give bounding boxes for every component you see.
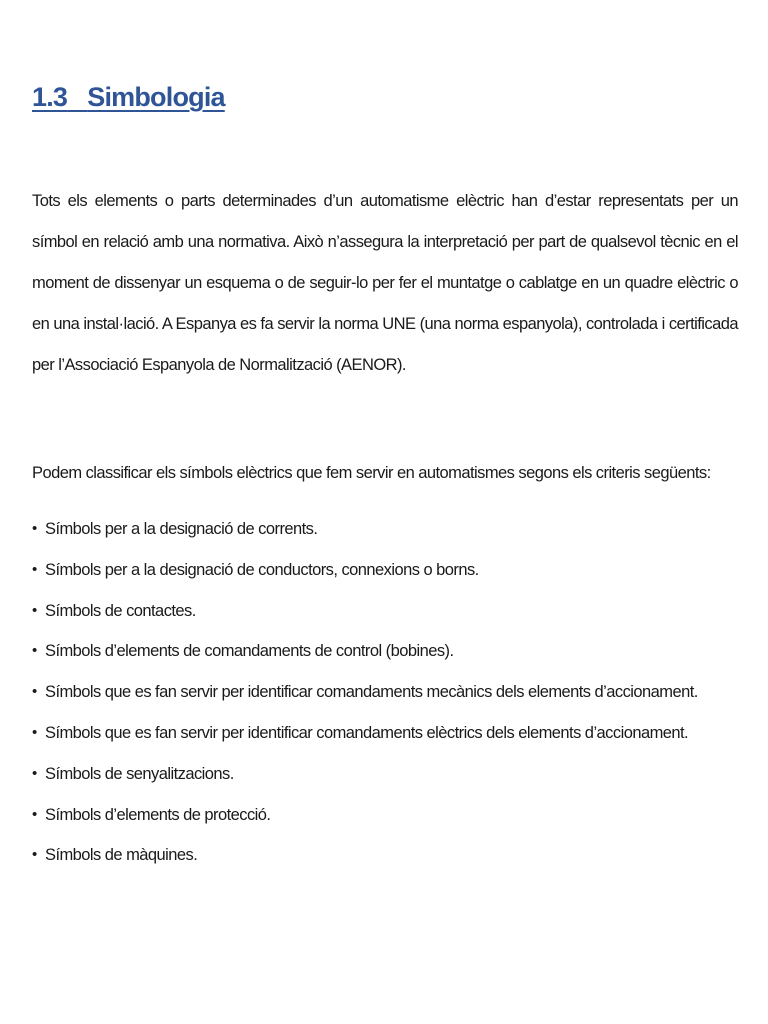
bullet-icon: •	[32, 805, 37, 823]
intro-paragraph: Tots els elements o parts determinades d’un automatisme elèctric han d’estar representats per un símbol en relació amb una normativa. Això n’assegura la interpretació per part de qualsevol tècnic en el moment de dissenyar un esquema o de seguir-lo per fer el muntatge o cablatge en un quadre elèctric o en una instal·lació. A Espanya es fa servir la norma UNE (una norma espanyola), controlada i certificada per l’Associació Espanyola de Normalització (AENOR).	[32, 192, 738, 374]
bullet-icon: •	[32, 601, 37, 619]
symbol-categories-list	[32, 509, 738, 876]
list-item	[32, 795, 738, 836]
list-item-text: Símbols de màquines.	[45, 846, 198, 865]
section-number: 1.3	[32, 82, 68, 112]
classification-intro-paragraph: Podem classificar els símbols elèctrics que fem servir en automatismes segons els criteris següents:	[32, 464, 711, 482]
list-item	[32, 631, 738, 672]
list-item-text: Símbols per a la designació de corrents.	[45, 520, 318, 538]
bullet-icon: •	[32, 846, 37, 864]
bullet-icon: •	[32, 764, 37, 782]
bullet-icon: •	[32, 560, 37, 578]
list-item-text: Símbols per a la designació de conductors, connexions o borns.	[45, 560, 479, 579]
list-item	[32, 550, 738, 591]
bullet-icon: •	[32, 642, 37, 660]
list-item	[32, 509, 738, 550]
list-item	[32, 591, 738, 632]
bullet-icon: •	[32, 520, 37, 537]
bullet-icon: •	[32, 683, 37, 701]
list-item	[32, 672, 738, 713]
section-heading	[32, 82, 225, 113]
list-item-text: Símbols que es fan servir per identificar comandaments mecànics dels elements d’accionament.	[45, 683, 698, 702]
list-item	[32, 754, 738, 795]
list-item-text: Símbols de contactes.	[45, 601, 196, 620]
bullet-icon: •	[32, 723, 37, 741]
list-item-text: Símbols de senyalitzacions.	[45, 764, 234, 783]
list-item	[32, 713, 738, 754]
list-item-text: Símbols que es fan servir per identificar comandaments elèctrics dels elements d’accionament.	[45, 723, 689, 742]
list-item-text: Símbols d’elements de comandaments de control (bobines).	[45, 642, 454, 661]
section-title: Simbologia	[87, 82, 225, 112]
list-item	[32, 835, 738, 876]
list-item-text: Símbols d’elements de protecció.	[45, 805, 271, 824]
